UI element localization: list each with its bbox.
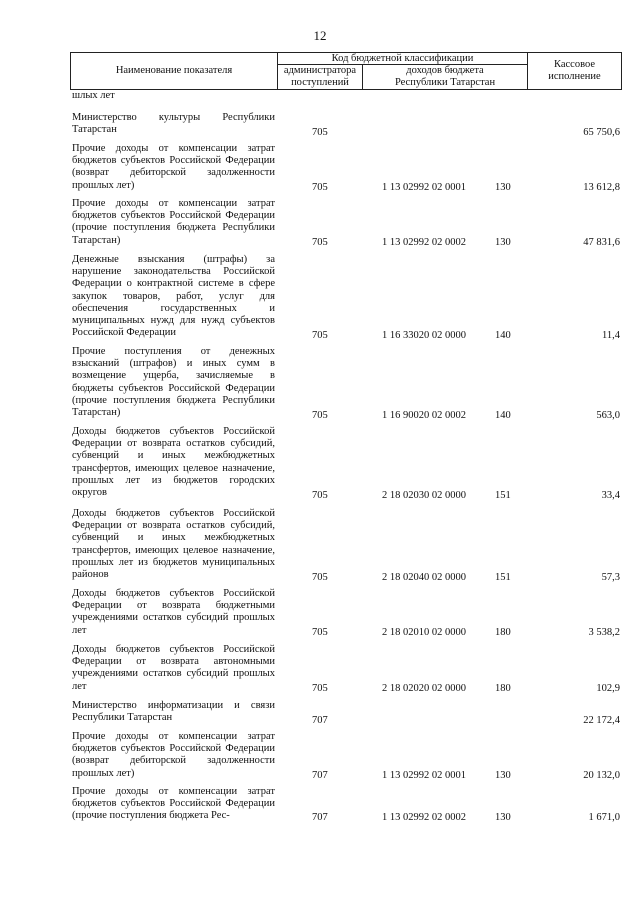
- row-income-code: 1 13 02992 02 0002: [382, 812, 466, 823]
- row-subcode: 140: [495, 330, 511, 341]
- row-subcode: 151: [495, 490, 511, 501]
- row-amount: 33,4: [601, 490, 620, 501]
- continuation-line: [0, 90, 640, 104]
- row-admin-code: 707: [312, 770, 328, 781]
- row-amount: 47 831,6: [583, 237, 620, 248]
- row-income-code: 1 16 33020 02 0000: [382, 330, 466, 341]
- row-amount: 13 612,8: [583, 182, 620, 193]
- row-income-code: 2 18 02040 02 0000: [382, 572, 466, 583]
- row-subcode: 140: [495, 410, 511, 421]
- header-income-column: доходов бюджета Республики Татарстан: [362, 64, 528, 90]
- continuation-text: шлых лет: [72, 90, 115, 101]
- row-amount: 20 132,0: [583, 770, 620, 781]
- row-admin-code: 707: [312, 812, 328, 823]
- row-amount: 102,9: [596, 683, 620, 694]
- row-subcode: 130: [495, 237, 511, 248]
- table-row: [0, 426, 640, 501]
- row-income-code: 1 13 02992 02 0001: [382, 770, 466, 781]
- row-name: Доходы бюджетов субъектов Российской Федерации от возврата остатков субсидий, субвенций и иных межбюджетных трансфертов, имеющих целевое назначение, прошлых лет из бюджетов муниципальных районов: [72, 508, 275, 581]
- row-income-code: 1 13 02992 02 0002: [382, 237, 466, 248]
- row-amount: 1 671,0: [588, 812, 620, 823]
- table-row: [0, 198, 640, 248]
- table-row: [0, 254, 640, 341]
- table-row: [0, 700, 640, 726]
- row-admin-code: 705: [312, 237, 328, 248]
- row-income-code: 2 18 02020 02 0000: [382, 683, 466, 694]
- row-admin-code: 705: [312, 683, 328, 694]
- row-admin-code: 707: [312, 715, 328, 726]
- row-name: Доходы бюджетов субъектов Российской Федерации от возврата бюджетными учреждениями остатков субсидий прошлых лет: [72, 588, 275, 636]
- row-subcode: 130: [495, 770, 511, 781]
- row-admin-code: 705: [312, 490, 328, 501]
- table-row: [0, 112, 640, 138]
- header-code-group: Код бюджетной классификации: [277, 52, 528, 65]
- table-header: [70, 52, 622, 90]
- row-name: Министерство информатизации и связи Республики Татарстан: [72, 700, 275, 724]
- row-subcode: 130: [495, 812, 511, 823]
- row-amount: 57,3: [601, 572, 620, 583]
- row-income-code: 2 18 02030 02 0000: [382, 490, 466, 501]
- row-name: Доходы бюджетов субъектов Российской Федерации от возврата остатков субсидий, субвенций и иных межбюджетных трансфертов, имеющих целевое назначение, прошлых лет из бюджетов городских округов: [72, 426, 275, 499]
- row-subcode: 180: [495, 627, 511, 638]
- table-row: [0, 508, 640, 583]
- header-name-column: Наименование показателя: [70, 52, 278, 90]
- table-row: [0, 786, 640, 823]
- row-name: Министерство культуры Республики Татарстан: [72, 112, 275, 136]
- row-name: Доходы бюджетов субъектов Российской Федерации от возврата автономными учреждениями остатков субсидий прошлых лет: [72, 644, 275, 692]
- row-amount: 3 538,2: [588, 627, 620, 638]
- row-admin-code: 705: [312, 410, 328, 421]
- header-admin-column: администратора поступлений: [277, 64, 363, 90]
- row-amount: 22 172,4: [583, 715, 620, 726]
- row-subcode: 130: [495, 182, 511, 193]
- row-amount: 11,4: [602, 330, 620, 341]
- row-income-code: 1 16 90020 02 0002: [382, 410, 466, 421]
- table-row: [0, 588, 640, 638]
- row-name: Прочие доходы от компенсации затрат бюджетов субъектов Российской Федерации (возврат дебиторской задолженности прошлых лет): [72, 143, 275, 191]
- row-income-code: 1 13 02992 02 0001: [382, 182, 466, 193]
- row-subcode: 151: [495, 572, 511, 583]
- row-admin-code: 705: [312, 127, 328, 138]
- table-row: [0, 644, 640, 694]
- table-row: [0, 346, 640, 421]
- page-number: 12: [313, 28, 327, 43]
- row-name: Прочие доходы от компенсации затрат бюджетов субъектов Российской Федерации (прочие поступления бюджета Рес-: [72, 786, 275, 822]
- row-name: Прочие доходы от компенсации затрат бюджетов субъектов Российской Федерации (прочие поступления бюджета Республики Татарстан): [72, 198, 275, 246]
- row-amount: 563,0: [596, 410, 620, 421]
- row-name: Прочие поступления от денежных взысканий (штрафов) и иных сумм в возмещение ущерба, зачисляемые в бюджеты субъектов Российской Федерации (прочие поступления бюджета Республики Татарстан): [72, 346, 275, 419]
- row-income-code: 2 18 02010 02 0000: [382, 627, 466, 638]
- row-admin-code: 705: [312, 627, 328, 638]
- row-admin-code: 705: [312, 330, 328, 341]
- row-amount: 65 750,6: [583, 127, 620, 138]
- row-name: Денежные взыскания (штрафы) за нарушение законодательства Российской Федерации о контрактной системе в сфере закупок товаров, работ, услуг для обеспечения государственных и муниципальных нужд для нужд субъектов Российской Федерации: [72, 254, 275, 339]
- row-subcode: 180: [495, 683, 511, 694]
- header-amount-column: Кассовое исполнение: [527, 52, 622, 90]
- row-admin-code: 705: [312, 572, 328, 583]
- row-name: Прочие доходы от компенсации затрат бюджетов субъектов Российской Федерации (возврат дебиторской задолженности прошлых лет): [72, 731, 275, 779]
- row-admin-code: 705: [312, 182, 328, 193]
- table-row: [0, 143, 640, 193]
- table-row: [0, 731, 640, 781]
